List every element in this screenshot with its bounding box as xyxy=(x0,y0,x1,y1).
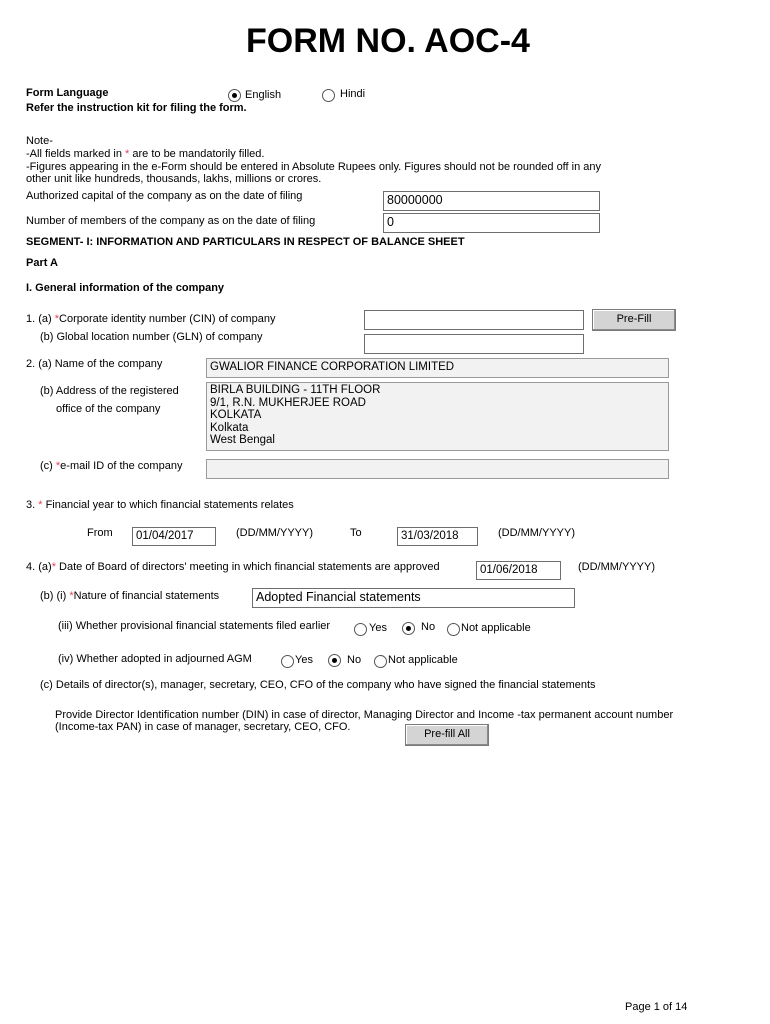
cin-label xyxy=(26,313,275,325)
nature-statements-select[interactable]: Adopted Financial statements xyxy=(252,588,575,608)
segment-heading: SEGMENT- I: INFORMATION AND PARTICULARS IN RESPECT OF BALANCE SHEET xyxy=(26,236,465,248)
email-field[interactable] xyxy=(206,459,669,479)
email-label xyxy=(40,460,182,472)
email-prefix: (c) xyxy=(40,460,56,472)
to-date-format: (DD/MM/YYYY) xyxy=(498,527,575,539)
note-line-2: -Figures appearing in the e-Form should be entered in Absolute Rupees only. Figures should not be rounded off in any xyxy=(26,161,602,173)
radio-provisional-na[interactable] xyxy=(447,623,460,636)
radio-hindi[interactable] xyxy=(322,89,335,102)
nature-statements-label xyxy=(40,590,219,602)
board-meeting-label xyxy=(26,561,440,573)
address-label-line-1: (b) Address of the registered xyxy=(40,385,179,397)
required-star: * xyxy=(51,561,56,573)
to-date-field[interactable]: 31/03/2018 xyxy=(397,527,478,546)
from-label: From xyxy=(87,527,113,539)
email-label-text: e-mail ID of the company xyxy=(60,460,183,472)
note-line-1-pre: -All fields marked in xyxy=(26,148,126,160)
company-name-field[interactable]: GWALIOR FINANCE CORPORATION LIMITED xyxy=(206,358,669,378)
din-instruction-line-1: Provide Director Identification number (DIN) in case of director, Managing Director and Income -tax permanent account number xyxy=(55,709,674,721)
from-date-format: (DD/MM/YYYY) xyxy=(236,527,313,539)
radio-agm-na-label: Not applicable xyxy=(388,654,458,666)
cin-label-text: Corporate identity number (CIN) of company xyxy=(59,313,276,325)
nature-statements-label-text: Nature of financial statements xyxy=(73,590,220,602)
radio-agm-na[interactable] xyxy=(374,655,387,668)
address-line-2: 9/1, R.N. MUKHERJEE ROAD xyxy=(210,396,366,409)
radio-agm-no-label: No xyxy=(347,654,362,666)
financial-year-prefix: 3. xyxy=(26,499,39,511)
authorized-capital-label: Authorized capital of the company as on the date of filing xyxy=(26,190,303,202)
required-star: * xyxy=(55,460,61,472)
radio-english-label: English xyxy=(245,89,282,101)
required-star: * xyxy=(69,590,74,602)
nature-statements-prefix: (b) (i) xyxy=(40,590,70,602)
din-instruction-line-2: (Income-tax PAN) in case of manager, secretary, CEO, CFO. xyxy=(55,721,351,733)
cin-field[interactable] xyxy=(364,310,584,330)
part-label: Part A xyxy=(26,257,58,269)
members-label: Number of members of the company as on the date of filing xyxy=(26,215,316,227)
page-number: Page 1 of 14 xyxy=(625,1001,688,1013)
radio-provisional-yes-label: Yes xyxy=(369,622,387,634)
gln-label: (b) Global location number (GLN) of company xyxy=(40,331,263,343)
from-date-field[interactable]: 01/04/2017 xyxy=(132,527,216,546)
form-language-label: Form Language xyxy=(26,87,109,99)
address-line-1: BIRLA BUILDING - 11TH FLOOR xyxy=(210,384,381,396)
section-heading: I. General information of the company xyxy=(26,282,225,294)
radio-english[interactable] xyxy=(228,89,241,102)
adjourned-agm-label: (iv) Whether adopted in adjourned AGM xyxy=(58,653,252,665)
signatories-label: (c) Details of director(s), manager, secretary, CEO, CFO of the company who have signed the financial statements xyxy=(40,679,596,691)
radio-provisional-na-label: Not applicable xyxy=(461,622,531,634)
address-field[interactable] xyxy=(206,382,669,451)
prefill-all-button[interactable]: Pre-fill All xyxy=(405,724,489,746)
instruction-text: Refer the instruction kit for filing the form. xyxy=(26,102,247,114)
board-meeting-prefix: 4. (a) xyxy=(26,561,52,573)
required-star: * xyxy=(125,148,130,160)
board-meeting-label-text: Date of Board of directors' meeting in which financial statements are approved xyxy=(55,561,440,573)
radio-provisional-yes[interactable] xyxy=(354,623,367,636)
authorized-capital-field[interactable]: 80000000 xyxy=(383,191,600,211)
gln-field[interactable] xyxy=(364,334,584,354)
financial-year-label xyxy=(26,499,294,511)
address-label-line-2: office of the company xyxy=(56,403,161,415)
required-star: * xyxy=(54,313,60,325)
note-line-3: other unit like hundreds, thousands, lakhs, millions or crores. xyxy=(26,173,322,185)
note-heading: Note- xyxy=(26,135,53,147)
address-line-3: KOLKATA xyxy=(210,409,262,421)
address-line-4: Kolkata xyxy=(210,421,249,434)
address-line-5: West Bengal xyxy=(210,434,275,446)
form-title: FORM NO. AOC-4 xyxy=(246,22,530,60)
members-field[interactable]: 0 xyxy=(383,213,600,233)
radio-provisional-no-label: No xyxy=(421,621,436,633)
radio-agm-no[interactable] xyxy=(328,654,341,667)
radio-agm-yes-label: Yes xyxy=(295,654,313,666)
required-star: * xyxy=(38,499,43,511)
company-name-label: 2. (a) Name of the company xyxy=(26,358,163,370)
radio-agm-yes[interactable] xyxy=(281,655,294,668)
board-meeting-date-field[interactable]: 01/06/2018 xyxy=(476,561,561,580)
note-line-1 xyxy=(26,148,264,160)
radio-hindi-label: Hindi xyxy=(340,88,366,100)
financial-year-label-text: Financial year to which financial statements relates xyxy=(42,499,294,511)
note-line-1-post: are to be mandatorily filled. xyxy=(129,148,265,160)
prefill-button[interactable]: Pre-Fill xyxy=(592,309,676,331)
radio-provisional-no[interactable] xyxy=(402,622,415,635)
to-label: To xyxy=(350,527,362,539)
cin-prefix: 1. (a) xyxy=(26,313,55,325)
board-meeting-date-format: (DD/MM/YYYY) xyxy=(578,561,655,573)
provisional-label: (iii) Whether provisional financial statements filed earlier xyxy=(58,620,331,632)
